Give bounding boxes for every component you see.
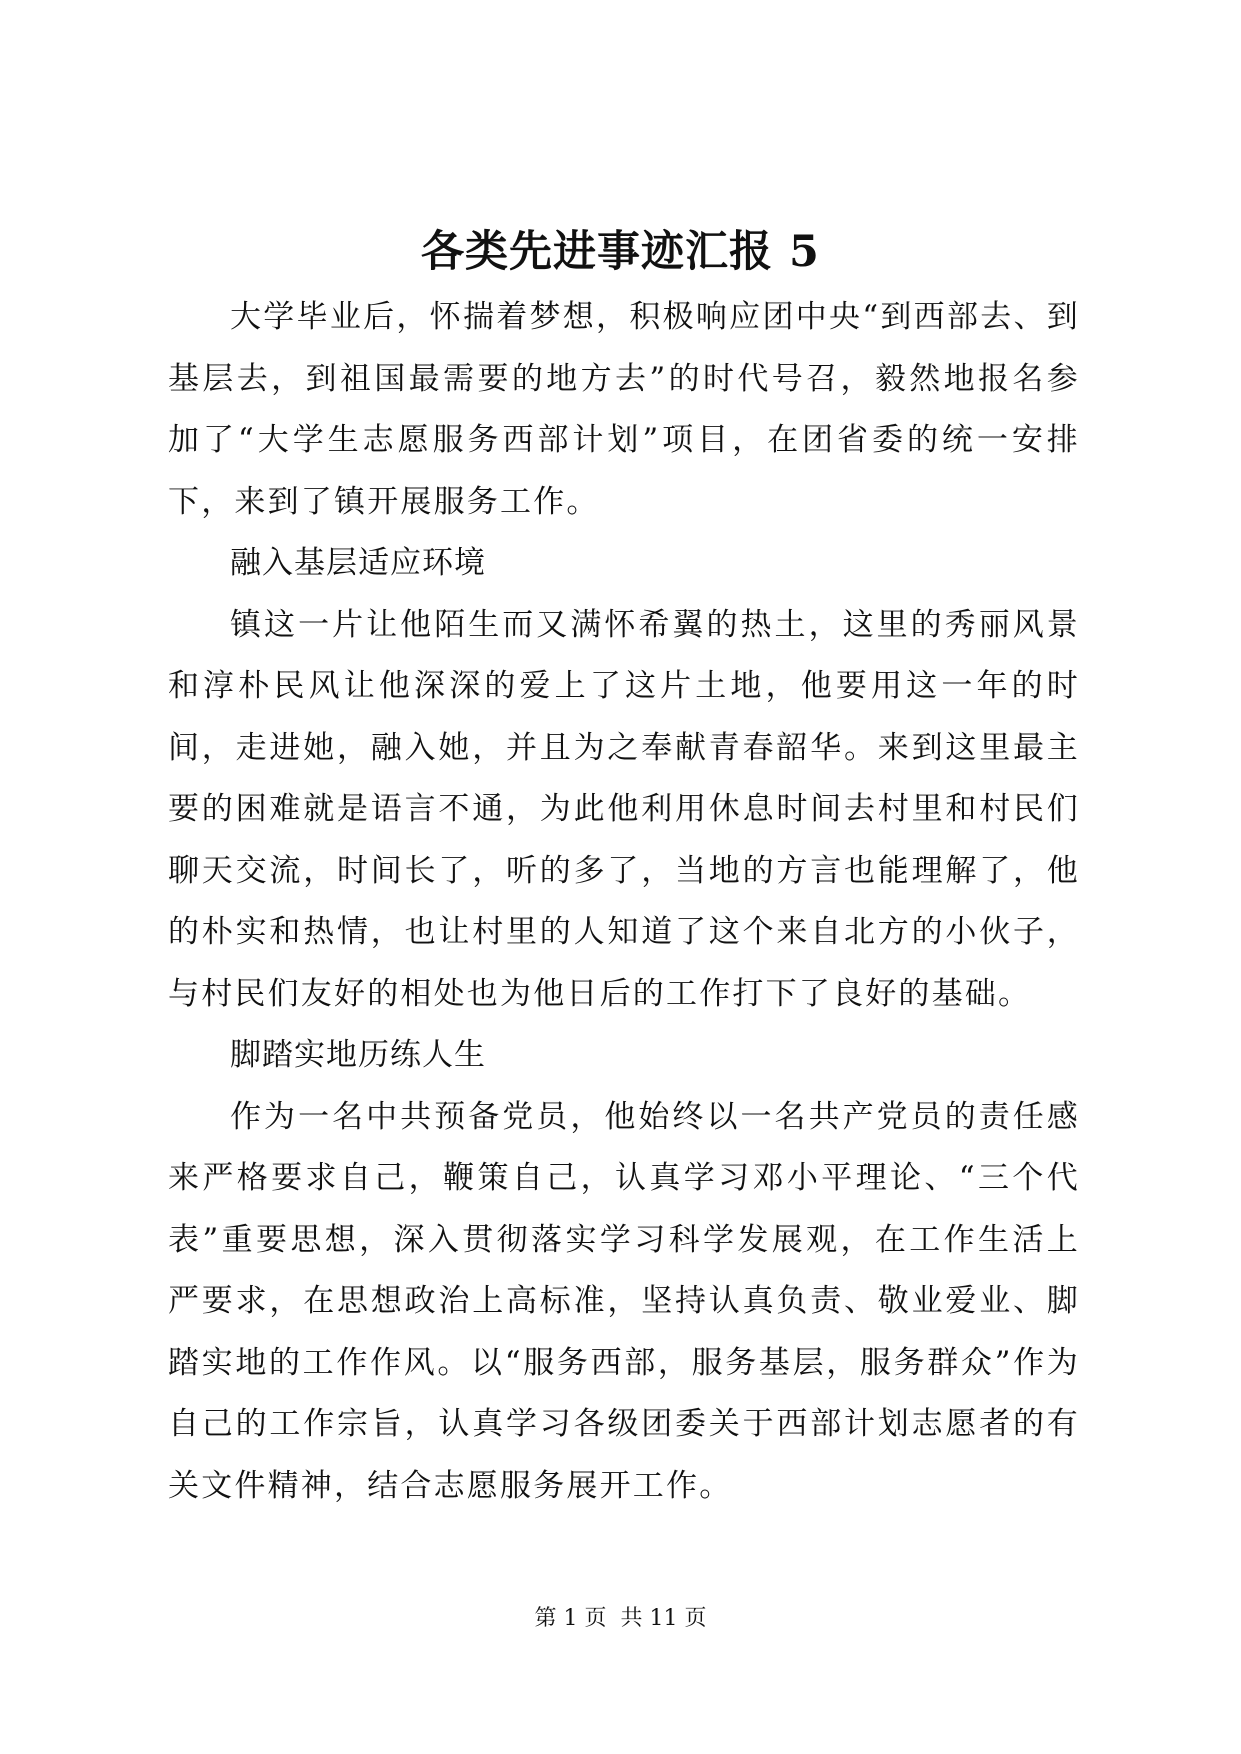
body-paragraph: 作为一名中共预备党员，他始终以一名共产党员的责任感来严格要求自己，鞭策自己，认真学习邓小平理论、“三个代表”重要思想，深入贯彻落实学习科学发展观，在工作生活上严要求，在思想政治上高标准，坚持认真负责、敬业爱业、脚踏实地的工作作风。以“服务西部，服务基层，服务群众”作为自己的工作宗旨，认真学习各级团委关于西部计划志愿者的有关文件精神，结合志愿服务展开工作。 <box>168 1098 1080 1504</box>
document-body <box>168 287 1080 1517</box>
page-footer: 第 1 页 共 11 页 <box>534 1606 707 1631</box>
section-heading: 脚踏实地历练人生 <box>230 1037 486 1073</box>
body-paragraph: 镇这一片让他陌生而又满怀希翼的热土，这里的秀丽风景和淳朴民风让他深深的爱上了这片土地，他要用这一年的时间，走进她，融入她，并且为之奉献青春韶华。来到这里最主要的困难就是语言不通，为此他利用休息时间去村里和村民们聊天交流，时间长了，听的多了，当地的方言也能理解了，他的朴实和热情，也让村里的人知道了这个来自北方的小伙子，与村民们友好的相处也为他日后的工作打下了良好的基础。 <box>168 606 1080 1012</box>
document-title: 各类先进事迹汇报 5 <box>421 227 820 277</box>
body-paragraph: 大学毕业后，怀揣着梦想，积极响应团中央“到西部去、到基层去，到祖国最需要的地方去”的时代号召，毅然地报名参加了“大学生志愿服务西部计划”项目，在团省委的统一安排下，来到了镇开展服务工作。 <box>168 299 1080 520</box>
section-heading: 融入基层适应环境 <box>230 545 486 581</box>
